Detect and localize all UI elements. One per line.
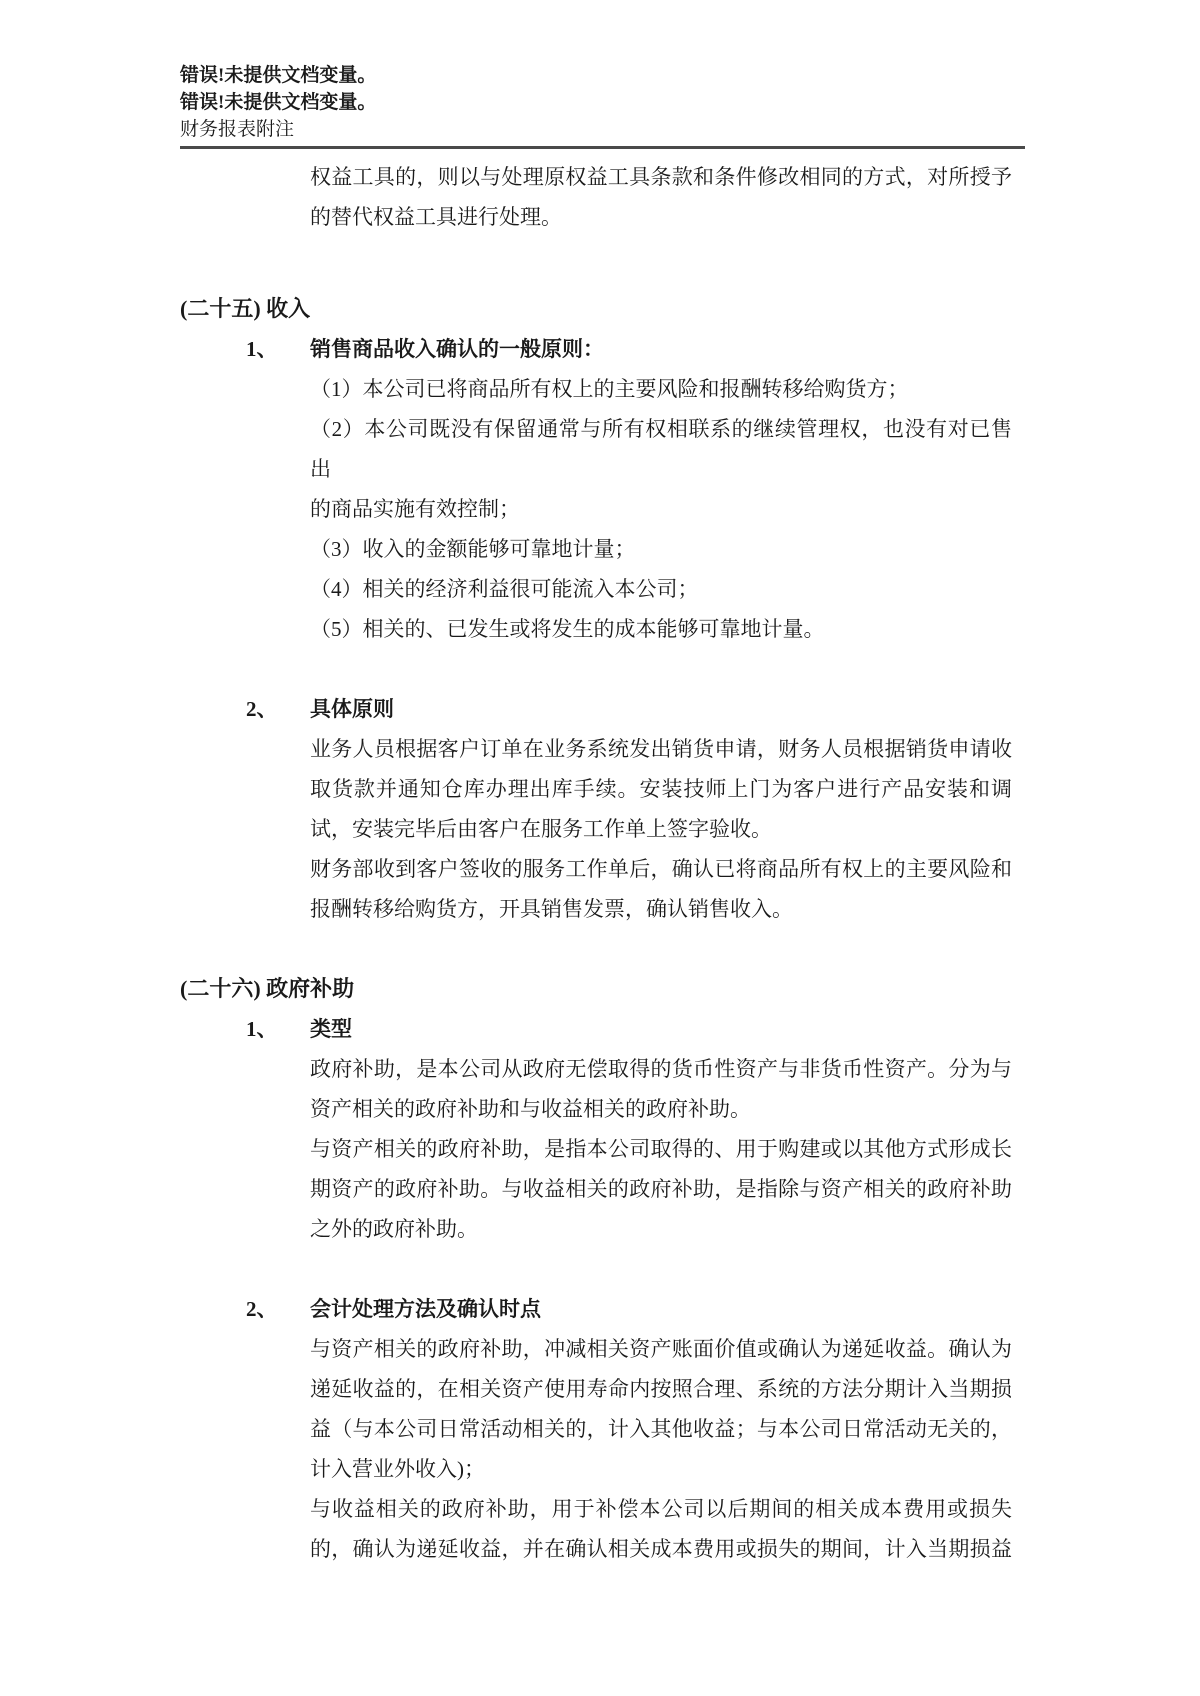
section-heading-26: (二十六) 政府补助	[180, 976, 355, 1001]
header-doc-title: 财务报表附注	[180, 119, 295, 140]
paragraph-line: （3）收入的金额能够可靠地计量；	[310, 537, 636, 561]
paragraph-line: （2）本公司既没有保留通常与所有权相联系的继续管理权，也没有对已售出	[310, 417, 1012, 481]
item-number: 1、	[246, 1017, 278, 1041]
paragraph-line: 期资产的政府补助。与收益相关的政府补助，是指除与资产相关的政府补助	[310, 1177, 1012, 1201]
header-error-line-1: 错误!未提供文档变量。	[180, 65, 377, 86]
body-paragraph	[310, 729, 1012, 849]
item-title: 具体原则	[310, 697, 394, 721]
paragraph-line: （4）相关的经济利益很可能流入本公司；	[310, 577, 699, 601]
item-heading-subsidy-types	[246, 1009, 1025, 1049]
paragraph-line: 权益工具的，则以与处理原权益工具条款和条件修改相同的方式，对所授予	[310, 165, 1012, 189]
paragraph-line: 计入营业外收入)；	[310, 1457, 485, 1481]
body-paragraph	[310, 1049, 1012, 1129]
body-paragraph	[310, 849, 1012, 929]
item-number: 2、	[246, 1297, 278, 1321]
paragraph-line: 财务部收到客户签收的服务工作单后，确认已将商品所有权上的主要风险和	[310, 857, 1012, 881]
item-title: 类型	[310, 1017, 352, 1041]
page-content	[180, 0, 1025, 1569]
paragraph-line: 业务人员根据客户订单在业务系统发出销货申请，财务人员根据销货申请收	[310, 737, 1012, 761]
paragraph-line: 与收益相关的政府补助，用于补偿本公司以后期间的相关成本费用或损失	[310, 1497, 1012, 1521]
paragraph-line: 报酬转移给购货方，开具销售发票，确认销售收入。	[310, 897, 793, 921]
paragraph-line: 与资产相关的政府补助，冲减相关资产账面价值或确认为递延收益。确认为	[310, 1337, 1012, 1361]
body-paragraph	[310, 369, 1012, 409]
paragraph-line: 取货款并通知仓库办理出库手续。安装技师上门为客户进行产品安装和调	[310, 777, 1012, 801]
paragraph-line: 的商品实施有效控制；	[310, 497, 520, 521]
item-title: 销售商品收入确认的一般原则：	[310, 337, 604, 361]
body-paragraph	[310, 609, 1012, 649]
item-heading-sales-principles	[246, 329, 1025, 369]
paragraph-line: 政府补助，是本公司从政府无偿取得的货币性资产与非货币性资产。分为与	[310, 1057, 1012, 1081]
paragraph-line: 之外的政府补助。	[310, 1217, 478, 1241]
body-paragraph	[310, 529, 1012, 569]
paragraph-line: （5）相关的、已发生或将发生的成本能够可靠地计量。	[310, 617, 825, 641]
item-number: 2、	[246, 697, 278, 721]
header-error-line-2: 错误!未提供文档变量。	[180, 92, 377, 113]
paragraph-line: 资产相关的政府补助和与收益相关的政府补助。	[310, 1097, 751, 1121]
intro-paragraph	[310, 157, 1012, 237]
paragraph-line: 益（与本公司日常活动相关的，计入其他收益；与本公司日常活动无关的，	[310, 1417, 1012, 1441]
section-heading-25: (二十五) 收入	[180, 296, 311, 321]
body-paragraph	[310, 569, 1012, 609]
item-title: 会计处理方法及确认时点	[310, 1297, 541, 1321]
item-number: 1、	[246, 337, 278, 361]
paragraph-line: 的，确认为递延收益，并在确认相关成本费用或损失的期间，计入当期损益	[310, 1537, 1012, 1561]
item-heading-accounting-treatment	[246, 1289, 1025, 1329]
paragraph-line: 的替代权益工具进行处理。	[310, 205, 562, 229]
paragraph-line: 递延收益的，在相关资产使用寿命内按照合理、系统的方法分期计入当期损	[310, 1377, 1012, 1401]
item-heading-specific-principles	[246, 689, 1025, 729]
paragraph-line: 与资产相关的政府补助，是指本公司取得的、用于购建或以其他方式形成长	[310, 1137, 1012, 1161]
body-paragraph	[310, 1129, 1012, 1249]
body-paragraph	[310, 409, 1012, 529]
body-paragraph	[310, 1489, 1012, 1569]
paragraph-line: （1）本公司已将商品所有权上的主要风险和报酬转移给购货方；	[310, 377, 909, 401]
page-header	[180, 62, 1025, 149]
body-paragraph	[310, 1329, 1012, 1489]
paragraph-line: 试，安装完毕后由客户在服务工作单上签字验收。	[310, 817, 772, 841]
